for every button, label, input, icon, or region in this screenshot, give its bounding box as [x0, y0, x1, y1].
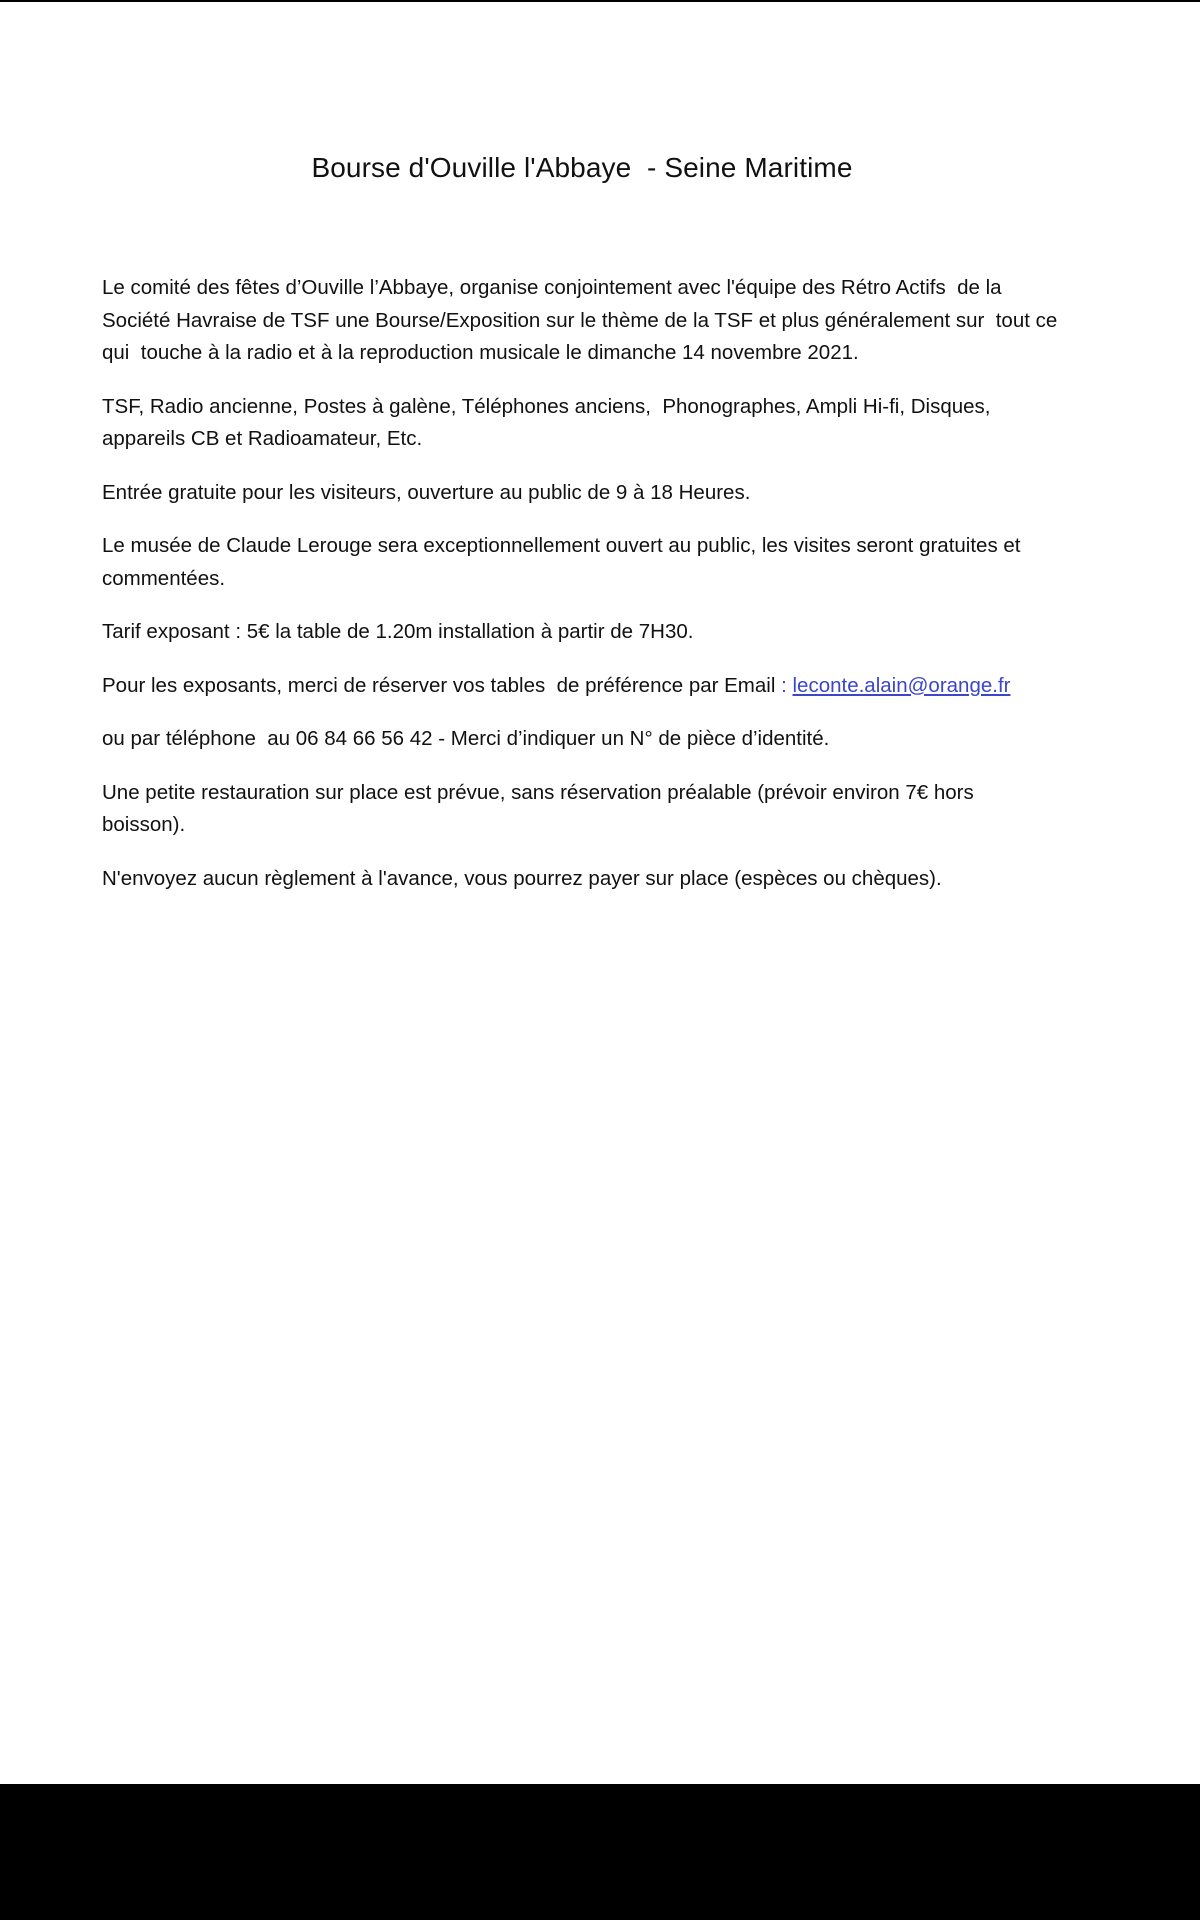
paragraph-phone: ou par téléphone au 06 84 66 56 42 - Merci d’indiquer un N° de pièce d’identité.: [102, 727, 830, 750]
paragraph-reservation: [102, 670, 1062, 703]
paragraph-intro: Le comité des fêtes d’Ouville l’Abbaye, organise conjointement avec l'équipe des Rétro Actifs de la Société Havraise de TSF une Bourse/Exposition sur le thème de la TSF et plus généralement sur tout ce qui touche à la radio et à la reproduction musicale le dimanche 14 novembre 2021.: [102, 276, 1063, 364]
email-link[interactable]: leconte.alain@orange.fr: [792, 673, 1011, 697]
paragraph-catering: Une petite restauration sur place est prévue, sans réservation préalable (prévoir environ 7€ hors boisson).: [102, 780, 980, 836]
paragraph-topics: TSF, Radio ancienne, Postes à galène, Téléphones anciens, Phonographes, Ampli Hi-fi, Disques, appareils CB et Radioamateur, Etc.: [102, 394, 997, 450]
paragraph-museum: Le musée de Claude Lerouge sera exceptionnellement ouvert au public, les visites seront gratuites et commentées.: [102, 534, 1027, 590]
paragraph-tariff: Tarif exposant : 5€ la table de 1.20m installation à partir de 7H30.: [102, 620, 694, 643]
reservation-colon: :: [781, 673, 793, 697]
document-body: [102, 272, 1062, 916]
bottom-black-bar: [0, 1784, 1200, 1920]
reservation-text: Pour les exposants, merci de réserver vos tables de préférence par Email: [102, 673, 782, 697]
paragraph-entry: Entrée gratuite pour les visiteurs, ouverture au public de 9 à 18 Heures.: [102, 480, 751, 504]
paragraph-payment: N'envoyez aucun règlement à l'avance, vous pourrez payer sur place (espèces ou chèques).: [102, 866, 942, 890]
document-title: Bourse d'Ouville l'Abbaye - Seine Maritime: [311, 152, 853, 183]
